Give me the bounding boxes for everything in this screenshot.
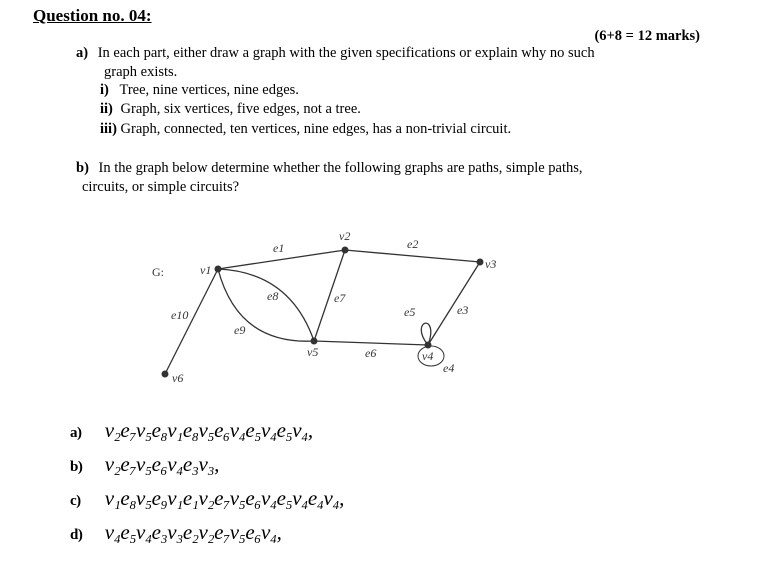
edge-e6 <box>314 341 428 345</box>
sequence-d <box>70 520 281 545</box>
part-b-text-1: In the graph below determine whether the following graphs are paths, simple paths, <box>98 160 583 176</box>
label-v4: v4 <box>422 349 434 363</box>
sequence-b <box>70 452 219 477</box>
label-e4: e4 <box>443 361 455 375</box>
label-e6: e6 <box>365 346 377 360</box>
sequence-c <box>70 486 344 511</box>
item-1-text: Tree, nine vertices, nine edges. <box>119 82 299 98</box>
item-3-label: iii) <box>100 121 117 137</box>
label-e3: e3 <box>457 303 469 317</box>
sequence-d-walk: v₄e₅v₄e₃v₃e₂v₂e₇v₅e₆v₄, <box>104 520 282 544</box>
label-v6: v6 <box>172 371 184 385</box>
part-a-text-2: graph exists. <box>104 64 178 80</box>
edge-e9 <box>218 269 314 341</box>
part-a-label: a) <box>76 45 89 61</box>
sequence-a-label: a) <box>70 425 82 441</box>
part-a-text-1: In each part, either draw a graph with the given specifications or explain why no such <box>97 45 595 61</box>
label-e2: e2 <box>407 237 419 251</box>
sequence-a-walk: v₂e₇v₅e₈v₁e₈v₅e₆v₄e₅v₄e₅v₄, <box>104 418 313 442</box>
marks-label: (6+8 = 12 marks) <box>594 28 700 44</box>
label-e10: e10 <box>171 308 189 322</box>
item-2-label: ii) <box>100 101 113 117</box>
graph-name: G: <box>152 265 164 279</box>
edge-e5-loop <box>421 323 431 345</box>
label-e8: e8 <box>267 289 279 303</box>
part-b-text-2: circuits, or simple circuits? <box>82 179 240 195</box>
part-b-label: b) <box>76 160 89 176</box>
vertex-v1 <box>215 266 222 273</box>
edge-e2 <box>345 250 480 262</box>
sequence-b-walk: v₂e₇v₅e₆v₄e₃v₃, <box>104 452 219 476</box>
vertex-v4 <box>425 342 432 349</box>
label-v5: v5 <box>307 345 319 359</box>
label-e5: e5 <box>404 305 416 319</box>
vertex-v5 <box>311 338 318 345</box>
label-v3: v3 <box>485 257 497 271</box>
sequence-d-label: d) <box>70 527 83 543</box>
sequence-a <box>70 418 313 443</box>
item-2-text: Graph, six vertices, five edges, not a tree. <box>120 101 361 117</box>
vertex-v2 <box>342 247 349 254</box>
edge-e3 <box>428 262 480 345</box>
sequence-c-label: c) <box>70 493 81 509</box>
label-v2: v2 <box>339 229 351 243</box>
label-e9: e9 <box>234 323 246 337</box>
vertex-v6 <box>162 371 169 378</box>
question-title: Question no. 04: <box>33 6 152 25</box>
edge-e8 <box>218 269 314 341</box>
sequence-b-label: b) <box>70 459 83 475</box>
item-3-text: Graph, connected, ten vertices, nine edges, has a non-trivial circuit. <box>120 121 512 137</box>
sequence-c-walk: v₁e₈v₅e₉v₁e₁v₂e₇v₅e₆v₄e₅v₄e₄v₄, <box>104 486 344 510</box>
vertex-v3 <box>477 259 484 266</box>
label-e1: e1 <box>273 241 285 255</box>
label-e7: e7 <box>334 291 346 305</box>
item-1-label: i) <box>100 82 109 98</box>
label-v1: v1 <box>200 263 212 277</box>
